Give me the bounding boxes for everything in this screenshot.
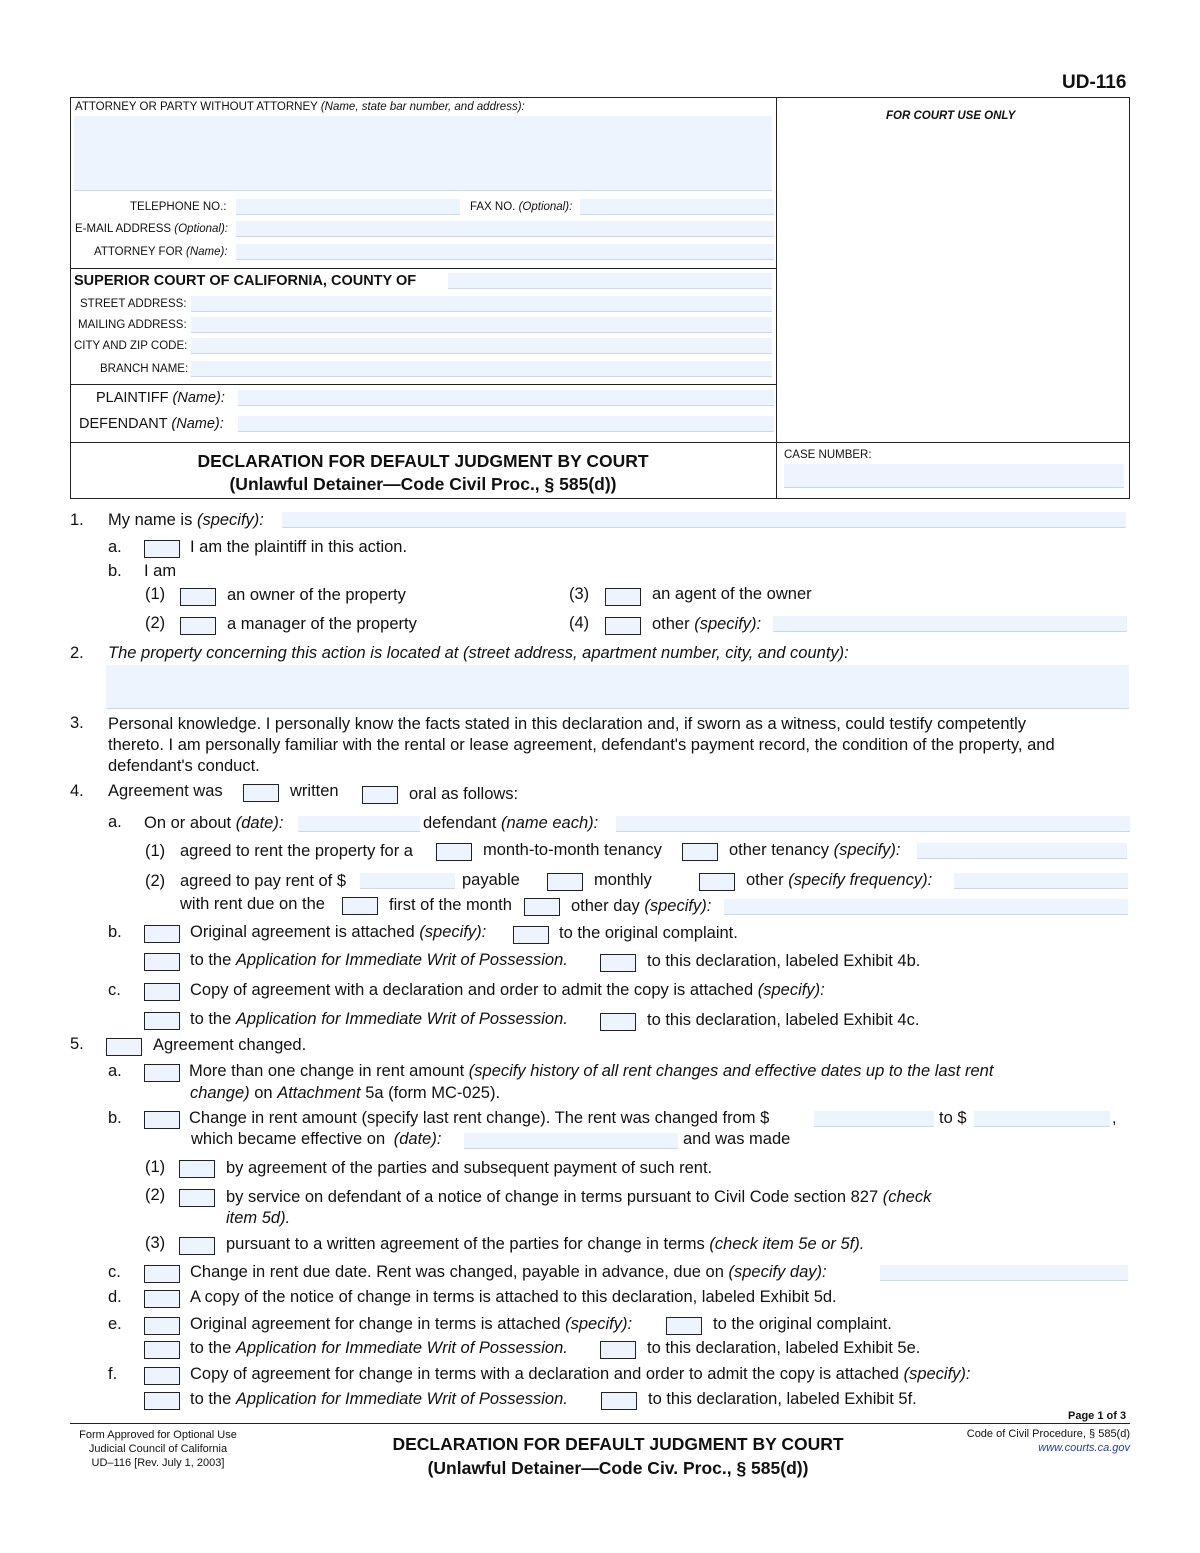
attorney-for-label xyxy=(94,246,228,258)
item-5b2-line-2: item 5d). xyxy=(226,1209,291,1227)
email-field[interactable] xyxy=(236,221,774,237)
plaintiff-checkbox[interactable] xyxy=(144,540,180,558)
telephone-field[interactable] xyxy=(236,199,460,215)
street-label: STREET ADDRESS: xyxy=(80,298,187,310)
writ-5e-checkbox[interactable] xyxy=(144,1341,180,1359)
case-number-label: CASE NUMBER: xyxy=(784,449,872,461)
item-4b-text-main: Original agreement is attached xyxy=(190,923,415,941)
item-5b-eff-text: which became effective on xyxy=(191,1130,386,1148)
due-day-field[interactable] xyxy=(880,1265,1128,1281)
item-5f-letter: f. xyxy=(108,1365,118,1383)
case-number-field[interactable] xyxy=(784,464,1124,488)
item-4a-date-hint: (date): xyxy=(235,814,284,832)
attorney-label-text: ATTORNEY OR PARTY WITHOUT ATTORNEY xyxy=(75,101,318,113)
writ-4b-checkbox[interactable] xyxy=(144,953,180,971)
monthly-checkbox[interactable] xyxy=(547,873,583,891)
item-5a-hint: (specify history of all rent changes and effective dates up to the last rent xyxy=(468,1062,994,1080)
rule-parties xyxy=(70,384,776,385)
title-line-2: (Unlawful Detainer—Code Civil Proc., § 585(d)) xyxy=(229,474,617,494)
item-4-oral: oral as follows: xyxy=(409,785,519,803)
item-5a-letter: a. xyxy=(108,1062,122,1080)
item-4-text: Agreement was xyxy=(108,782,223,800)
item-2-text: The property concerning this action is located at (street address, apartment number, city, and county): xyxy=(108,644,849,662)
defendant-hint: (Name): xyxy=(171,416,224,432)
item-4a2-first: first of the month xyxy=(389,896,512,914)
manager-checkbox[interactable] xyxy=(180,617,216,635)
item-4c-writ xyxy=(190,1010,568,1029)
item-5e-label xyxy=(190,1315,632,1334)
item-4c-app-writ: Application for Immediate Writ of Possession. xyxy=(235,1010,568,1028)
item-4a1-number: (1) xyxy=(145,842,166,860)
declarant-name-field[interactable] xyxy=(282,512,1126,528)
original-complaint-5e-checkbox[interactable] xyxy=(666,1317,702,1335)
fax-label xyxy=(470,201,572,213)
defendant-text: DEFENDANT xyxy=(79,416,168,432)
item-4c-text-main: Copy of agreement with a declaration and order to admit the copy is attached xyxy=(190,981,754,999)
item-5e-text: Original agreement for change in terms is attached xyxy=(190,1315,561,1333)
item-1b-letter: b. xyxy=(108,562,122,580)
item-5b3-hint: (check item 5e or 5f). xyxy=(709,1235,865,1253)
item-3-number: 3. xyxy=(70,714,84,732)
caption-divider xyxy=(776,97,777,499)
first-of-month-checkbox[interactable] xyxy=(342,897,378,915)
item-4b-decl: to this declaration, labeled Exhibit 4b. xyxy=(647,952,921,970)
item-5c-letter: c. xyxy=(108,1263,121,1281)
mailing-label: MAILING ADDRESS: xyxy=(78,319,187,331)
branch-label: BRANCH NAME: xyxy=(100,363,189,375)
plaintiff-field[interactable] xyxy=(238,390,774,406)
item-5b-text: Change in rent amount (specify last rent change). The rent was changed from $ xyxy=(189,1109,770,1127)
by-notice-checkbox[interactable] xyxy=(179,1189,215,1207)
declaration-5e-checkbox[interactable] xyxy=(600,1341,636,1359)
item-5-number: 5. xyxy=(70,1035,84,1053)
item-5e-orig: to the original complaint. xyxy=(713,1315,892,1333)
item-5b2-line-1 xyxy=(226,1188,931,1207)
item-4b-hint: (specify): xyxy=(419,923,487,941)
option-4-number: (4) xyxy=(569,614,590,632)
option-3-number: (3) xyxy=(569,585,590,603)
telephone-label: TELEPHONE NO.: xyxy=(130,201,227,213)
defendant-label xyxy=(79,416,224,432)
item-5c-hint: (specify day): xyxy=(728,1263,827,1281)
attorney-for-text: ATTORNEY FOR xyxy=(94,246,183,258)
item-5b2-text: by service on defendant of a notice of change in terms pursuant to Civil Code section 827 xyxy=(226,1188,879,1206)
attorney-for-field[interactable] xyxy=(236,244,774,260)
item-5b-date-hint: (date): xyxy=(393,1130,442,1148)
street-field[interactable] xyxy=(191,296,772,312)
item-1-text: My name is xyxy=(108,511,193,529)
item-4a2-hint: (specify frequency): xyxy=(788,871,933,889)
item-4a2-otherday-hint: (specify): xyxy=(644,897,712,915)
item-5f-label xyxy=(190,1365,971,1384)
attorney-name-address-field[interactable] xyxy=(74,116,772,191)
other-tenancy-checkbox[interactable] xyxy=(682,843,718,861)
county-field[interactable] xyxy=(448,273,772,289)
copy-change-checkbox[interactable] xyxy=(144,1367,180,1385)
rule-title xyxy=(70,442,1130,443)
item-1a-letter: a. xyxy=(108,538,122,556)
writ-5f-checkbox[interactable] xyxy=(144,1392,180,1410)
rent-from-field[interactable] xyxy=(814,1111,934,1127)
item-5f-writ xyxy=(190,1390,568,1409)
notice-copy-checkbox[interactable] xyxy=(144,1290,180,1308)
item-4a-name-hint: (name each): xyxy=(501,814,599,832)
option-4-hint: (specify): xyxy=(694,615,762,633)
item-5f-hint: (specify): xyxy=(903,1365,971,1383)
item-5a-attachment: Attachment xyxy=(277,1084,361,1102)
item-4a-letter: a. xyxy=(108,813,122,831)
footer-title xyxy=(318,1432,918,1480)
agent-checkbox[interactable] xyxy=(605,588,641,606)
footer-code xyxy=(900,1427,1130,1455)
item-5f-decl: to this declaration, labeled Exhibit 5f. xyxy=(648,1390,917,1408)
item-4a2-other-day xyxy=(571,897,711,916)
option-1-text: an owner of the property xyxy=(227,586,406,604)
original-agreement-checkbox[interactable] xyxy=(144,925,180,943)
item-5b-effective xyxy=(191,1130,441,1149)
item-5d-text: A copy of the notice of change in terms is attached to this declaration, labeled Exhibit 5d. xyxy=(190,1288,837,1306)
original-complaint-4b-checkbox[interactable] xyxy=(513,926,549,944)
item-4a-def-text: defendant xyxy=(423,814,497,832)
rule-court xyxy=(70,268,776,269)
footer-approved-3: UD–116 [Rev. July 1, 2003] xyxy=(91,1457,225,1469)
item-4a2-other xyxy=(746,871,932,890)
option-4-label xyxy=(652,615,761,634)
email-label xyxy=(75,223,228,235)
attorney-label xyxy=(75,101,525,113)
footer-rule xyxy=(70,1423,1130,1424)
form-id: UD-116 xyxy=(1062,72,1127,93)
item-5b3-label xyxy=(226,1235,864,1254)
property-address-field[interactable] xyxy=(106,665,1129,709)
item-5a-on: on xyxy=(254,1084,273,1102)
item-5a-line-1 xyxy=(189,1062,993,1081)
rent-to-field[interactable] xyxy=(974,1111,1110,1127)
item-3-line-2: thereto. I am personally familiar with the rental or lease agreement, defendant's payment record, the condition of the property, and xyxy=(108,736,1055,754)
original-change-checkbox[interactable] xyxy=(144,1317,180,1335)
other-role-field[interactable] xyxy=(773,616,1127,632)
email-hint: (Optional): xyxy=(174,223,228,235)
item-1b-text: I am xyxy=(144,562,177,580)
branch-field[interactable] xyxy=(191,361,772,377)
item-5b1-number: (1) xyxy=(145,1158,166,1176)
rent-amount-field[interactable] xyxy=(360,873,455,889)
mailing-field[interactable] xyxy=(191,317,772,333)
item-5f-to-the: to the xyxy=(190,1390,232,1408)
item-4a2-other-text: other xyxy=(746,871,784,889)
item-5e-app-writ: Application for Immediate Writ of Possession. xyxy=(235,1339,568,1357)
footer-title-1: DECLARATION FOR DEFAULT JUDGMENT BY COURT xyxy=(392,1434,844,1454)
owner-checkbox[interactable] xyxy=(180,588,216,606)
item-4-number: 4. xyxy=(70,782,84,800)
item-1-hint: (specify): xyxy=(196,511,264,529)
item-5b3-number: (3) xyxy=(145,1234,166,1252)
other-frequency-checkbox[interactable] xyxy=(699,873,735,891)
item-5b2-number: (2) xyxy=(145,1186,166,1204)
title-line-1: DECLARATION FOR DEFAULT JUDGMENT BY COURT xyxy=(197,451,649,471)
item-5e-hint: (specify): xyxy=(565,1315,633,1333)
other-tenancy-field[interactable] xyxy=(917,843,1127,859)
item-4a2-payable: payable xyxy=(462,871,520,889)
footer-code-text: Code of Civil Procedure, § 585(d) xyxy=(966,1428,1130,1440)
plaintiff-hint: (Name): xyxy=(172,390,225,406)
declaration-5f-checkbox[interactable] xyxy=(601,1392,637,1410)
month-to-month-checkbox[interactable] xyxy=(436,843,472,861)
written-checkbox[interactable] xyxy=(243,784,279,802)
plaintiff-text: PLAINTIFF xyxy=(96,390,169,406)
item-5e-decl: to this declaration, labeled Exhibit 5e. xyxy=(647,1339,921,1357)
due-date-change-checkbox[interactable] xyxy=(144,1265,180,1283)
item-3-line-3: defendant's conduct. xyxy=(108,757,260,775)
courts-link[interactable]: www.courts.ca.gov xyxy=(1038,1442,1130,1454)
item-4a1-other-text: other tenancy xyxy=(729,841,829,859)
item-5c-text: Change in rent due date. Rent was changed, payable in advance, due on xyxy=(190,1263,724,1281)
item-5b1-text: by agreement of the parties and subsequent payment of such rent. xyxy=(226,1159,713,1177)
item-4a2-text: agreed to pay rent of $ xyxy=(180,872,347,890)
item-4b-orig: to the original complaint. xyxy=(559,924,738,942)
option-3-text: an agent of the owner xyxy=(652,585,812,603)
agreement-date-field[interactable] xyxy=(298,816,420,832)
item-4c-hint: (specify): xyxy=(757,981,825,999)
item-4a1-text: agreed to rent the property for a xyxy=(180,842,413,860)
item-5e-to-the: to the xyxy=(190,1339,232,1357)
item-4a1-mtm: month-to-month tenancy xyxy=(483,841,662,859)
item-5d-letter: d. xyxy=(108,1288,122,1306)
effective-date-field[interactable] xyxy=(464,1133,678,1149)
other-day-checkbox[interactable] xyxy=(524,898,560,916)
item-4c-decl: to this declaration, labeled Exhibit 4c. xyxy=(647,1011,920,1029)
item-4a1-hint: (specify): xyxy=(833,841,901,859)
item-5f-text: Copy of agreement for change in terms with a declaration and order to admit the copy is attached xyxy=(190,1365,899,1383)
item-1-label xyxy=(108,511,264,530)
fax-field[interactable] xyxy=(580,199,774,215)
by-agreement-checkbox[interactable] xyxy=(179,1160,215,1178)
item-5b-comma: , xyxy=(1112,1109,1117,1127)
rent-change-checkbox[interactable] xyxy=(144,1111,180,1129)
item-4c-text xyxy=(190,981,825,1000)
item-5a-form: 5a (form MC-025). xyxy=(365,1084,501,1102)
written-agreement-checkbox[interactable] xyxy=(179,1237,215,1255)
item-4c-letter: c. xyxy=(108,981,121,999)
item-5b3-text: pursuant to a written agreement of the parties for change in terms xyxy=(226,1235,705,1253)
item-4a-defendant xyxy=(423,814,598,833)
multiple-changes-checkbox[interactable] xyxy=(144,1064,180,1082)
item-3-line-1: Personal knowledge. I personally know the facts stated in this declaration and, if sworn as a witness, could testify competently xyxy=(108,715,1027,733)
agreement-changed-checkbox[interactable] xyxy=(106,1038,142,1056)
footer-approval xyxy=(58,1428,258,1470)
item-4a1-other xyxy=(729,841,901,860)
court-label: SUPERIOR COURT OF CALIFORNIA, COUNTY OF xyxy=(74,273,417,289)
option-1-number: (1) xyxy=(145,585,166,603)
fax-hint: (Optional): xyxy=(518,201,573,213)
defendant-names-field[interactable] xyxy=(616,816,1130,832)
item-4b-text xyxy=(190,923,486,942)
city-field[interactable] xyxy=(191,338,772,354)
other-frequency-field[interactable] xyxy=(954,873,1128,889)
item-4c-to-the: to the xyxy=(190,1010,232,1028)
item-5e-writ xyxy=(190,1339,568,1358)
document-title xyxy=(70,450,776,496)
item-5b-to: to $ xyxy=(939,1109,967,1127)
writ-4c-checkbox[interactable] xyxy=(144,1012,180,1030)
item-1-number: 1. xyxy=(70,511,84,529)
attorney-hint: (Name, state bar number, and address): xyxy=(320,101,525,113)
footer-title-2: (Unlawful Detainer—Code Civ. Proc., § 585(d)) xyxy=(427,1458,809,1478)
page-number: Page 1 of 3 xyxy=(1068,1410,1127,1422)
item-4b-letter: b. xyxy=(108,923,122,941)
other-role-checkbox[interactable] xyxy=(605,617,641,635)
email-label-text: E-MAIL ADDRESS xyxy=(75,223,172,235)
city-label: CITY AND ZIP CODE: xyxy=(74,340,188,352)
item-4a-on xyxy=(144,814,283,833)
fax-label-text: FAX NO. xyxy=(470,201,516,213)
item-4b-app-writ: Application for Immediate Writ of Possession. xyxy=(235,951,568,969)
item-4a2-monthly: monthly xyxy=(594,871,652,889)
item-4a2-number: (2) xyxy=(145,872,166,890)
declaration-4c-checkbox[interactable] xyxy=(600,1013,636,1031)
item-2-number: 2. xyxy=(70,644,84,662)
item-3-paragraph xyxy=(108,714,1128,777)
option-2-text: a manager of the property xyxy=(227,615,417,633)
item-4a2-due: with rent due on the xyxy=(180,895,325,913)
item-4b-to-the: to the xyxy=(190,951,232,969)
item-5b-letter: b. xyxy=(108,1109,122,1127)
item-5c-label xyxy=(190,1263,827,1282)
item-1a-text: I am the plaintiff in this action. xyxy=(190,538,408,556)
other-day-field[interactable] xyxy=(724,899,1128,915)
declaration-4b-checkbox[interactable] xyxy=(600,954,636,972)
item-4a2-otherday-text: other day xyxy=(571,897,640,915)
item-5f-app-writ: Application for Immediate Writ of Possession. xyxy=(235,1390,568,1408)
item-5a-hint-2: change) xyxy=(190,1084,250,1102)
footer-approved-1: Form Approved for Optional Use xyxy=(79,1429,237,1441)
item-4a-on-text: On or about xyxy=(144,814,232,832)
item-5e-letter: e. xyxy=(108,1315,122,1333)
item-5b2-hint: (check xyxy=(882,1188,932,1206)
item-5b-made: and was made xyxy=(683,1130,791,1148)
attorney-for-hint: (Name): xyxy=(186,246,228,258)
item-4b-writ xyxy=(190,951,568,970)
option-4-text: other xyxy=(652,615,690,633)
copy-agreement-checkbox[interactable] xyxy=(144,983,180,1001)
item-5a-text: More than one change in rent amount xyxy=(189,1062,465,1080)
oral-checkbox[interactable] xyxy=(362,786,398,804)
item-5-text: Agreement changed. xyxy=(153,1036,307,1054)
defendant-field[interactable] xyxy=(238,416,774,432)
footer-approved-2: Judicial Council of California xyxy=(88,1443,228,1455)
item-4-written: written xyxy=(290,782,339,800)
item-5a-line-2 xyxy=(190,1084,500,1103)
plaintiff-label xyxy=(96,390,225,406)
option-2-number: (2) xyxy=(145,614,166,632)
court-use-label: FOR COURT USE ONLY xyxy=(886,110,1016,122)
